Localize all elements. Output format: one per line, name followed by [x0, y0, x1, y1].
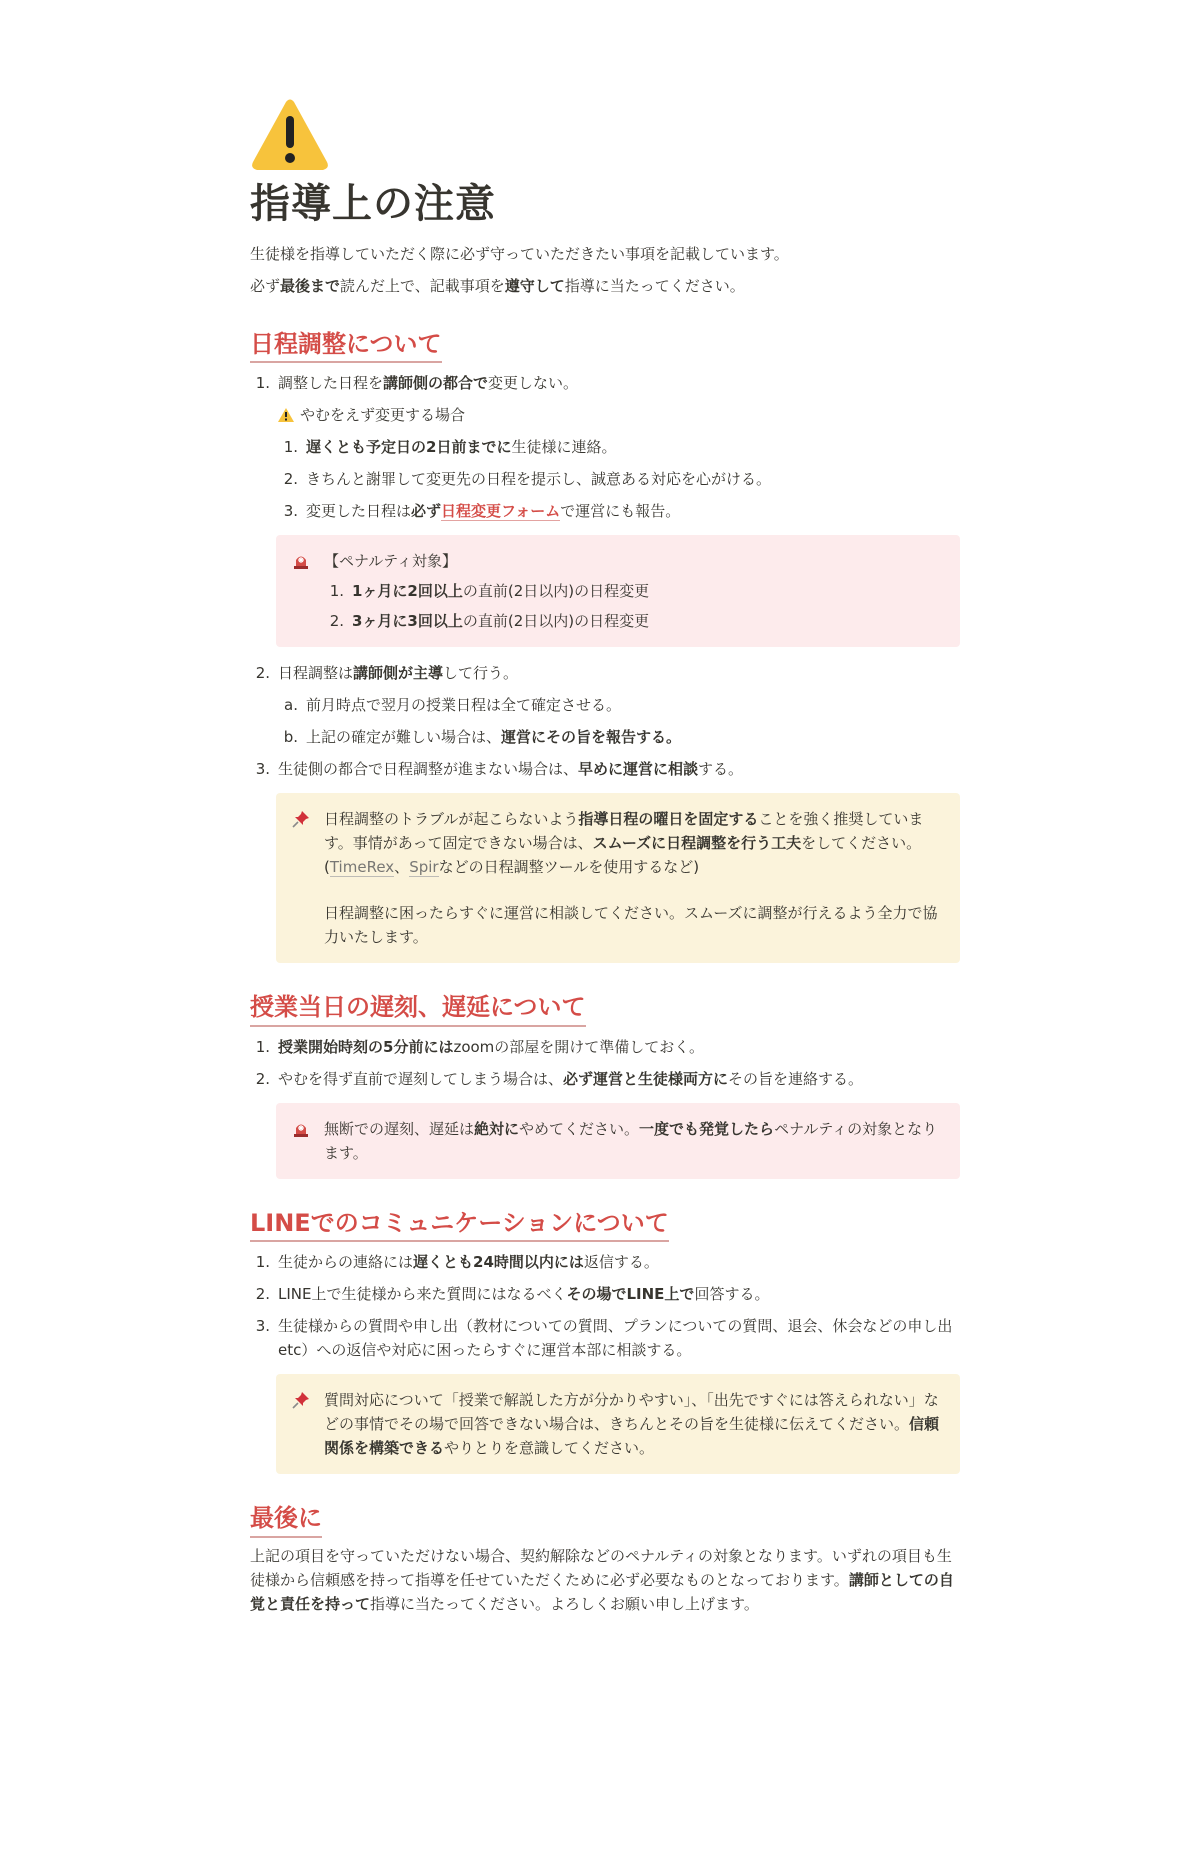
section-heading-lateness: 授業当日の遅刻、遅延について [250, 991, 586, 1026]
list-item: 2. やむを得ず直前で遅刻してしまう場合は、必ず運営と生徒様両方にその旨を連絡する。 [255, 1069, 864, 1088]
closing-text: 上記の項目を守っていただけない場合、契約解除などのペナルティの対象となります。いずれの項目も生徒様から信頼感を持って指導を任せていただくために必ず必要なものとなっております。講師としての自覚と責任を持って指導に当たってください。よろしくお願い申し上げます。 [250, 1546, 954, 1613]
section-heading-closing: 最後に [250, 1502, 322, 1537]
list-item: 1. 1ヶ月に2回以上の直前(2日以内)の日程変更 [329, 582, 650, 601]
lateness-callout [276, 1103, 960, 1179]
schedule-change-form-link[interactable]: 日程変更フォーム [441, 502, 561, 521]
lateness-warning-text: 無断での遅刻、遅延は絶対にやめてください。一度でも発覚したらペナルティの対象となります。 [324, 1119, 938, 1162]
schedule-tip-callout [276, 793, 960, 963]
list-item: 1. 遅くとも予定日の2日前までに生徒様に連絡。 [283, 438, 617, 457]
list-item: 2. 3ヶ月に3回以上の直前(2日以内)の日程変更 [329, 612, 650, 631]
section-line [250, 1207, 960, 1474]
timerex-link[interactable]: TimeRex [329, 858, 395, 877]
list-item: 2. 日程調整は講師側が主導して行う。 [255, 664, 519, 683]
list-item: 3. 生徒様からの質問や申し出（教材についての質問、プランについての質問、退会、休会などの申し出 etc）への返信や対応に困ったらすぐに運営本部に相談する。 [255, 1317, 953, 1360]
pushpin-icon [292, 1391, 310, 1409]
list-item: b. 上記の確定が難しい場合は、運営にその旨を報告する。 [283, 728, 682, 747]
warning-icon [278, 408, 294, 422]
intro [250, 242, 960, 298]
section-heading-schedule: 日程調整について [250, 328, 442, 363]
list-item: 1. 調整した日程を講師側の都合で変更しない。 [255, 374, 579, 393]
warning-icon [250, 96, 330, 176]
page [250, 96, 960, 1616]
siren-icon [292, 1120, 310, 1138]
penalty-callout [276, 535, 960, 647]
intro-line-2: 必ず最後まで読んだ上で、記載事項を遵守して指導に当たってください。 [250, 277, 745, 295]
list-item: 3. 変更した日程は必ず日程変更フォームで運営にも報告。 [283, 502, 681, 521]
list-item: 2. きちんと謝罪して変更先の日程を提示し、誠意ある対応を心がける。 [283, 470, 772, 489]
section-heading-line: LINEでのコミュニケーションについて [250, 1207, 669, 1242]
schedule-tip-text: 日程調整のトラブルが起こらないよう指導日程の曜日を固定することを強く推奨しています。事情があって固定できない場合は、スムーズに日程調整を行う工夫をしてください。(TimeRex、Spirなどの日程調整ツールを使用するなど) [324, 810, 924, 877]
list-item: a. 前月時点で翌月の授業日程は全て確定させる。 [284, 696, 622, 715]
page-title: 指導上の注意 [250, 181, 496, 227]
line-tip-text: 質問対応について「授業で解説した方が分かりやすい」、「出先ですぐには答えられない」などの事情でその場で回答できない場合は、きちんとその旨を生徒様に伝えてください。信頼関係を構築できるやりとりを意識してください。 [324, 1391, 940, 1458]
spir-link[interactable]: Spir [409, 858, 439, 877]
line-tip-callout [276, 1374, 960, 1474]
section-schedule [250, 328, 960, 963]
pushpin-icon [292, 810, 310, 828]
change-note: やむをえず変更する場合 [250, 403, 960, 427]
section-lateness [250, 991, 960, 1178]
list-item: 3. 生徒側の都合で日程調整が進まない場合は、早めに運営に相談する。 [255, 760, 744, 779]
list-item: 1. 授業開始時刻の5分前にはzoomの部屋を開けて準備しておく。 [255, 1037, 704, 1056]
intro-line-1: 生徒様を指導していただく際に必ず守っていただきたい事項を記載しています。 [250, 245, 789, 263]
list-item: 2. LINE上で生徒様から来た質問にはなるべくその場でLINE上で回答する。 [255, 1285, 770, 1304]
siren-icon [292, 552, 310, 570]
schedule-support-text: 日程調整に困ったらすぐに運営に相談してください。スムーズに調整が行えるよう全力で協力いたします。 [324, 904, 938, 947]
list-item: 1. 生徒からの連絡には遅くとも24時間以内には返信する。 [255, 1253, 659, 1272]
penalty-title: 【ペナルティ対象】 [324, 552, 458, 571]
section-closing [250, 1502, 960, 1615]
